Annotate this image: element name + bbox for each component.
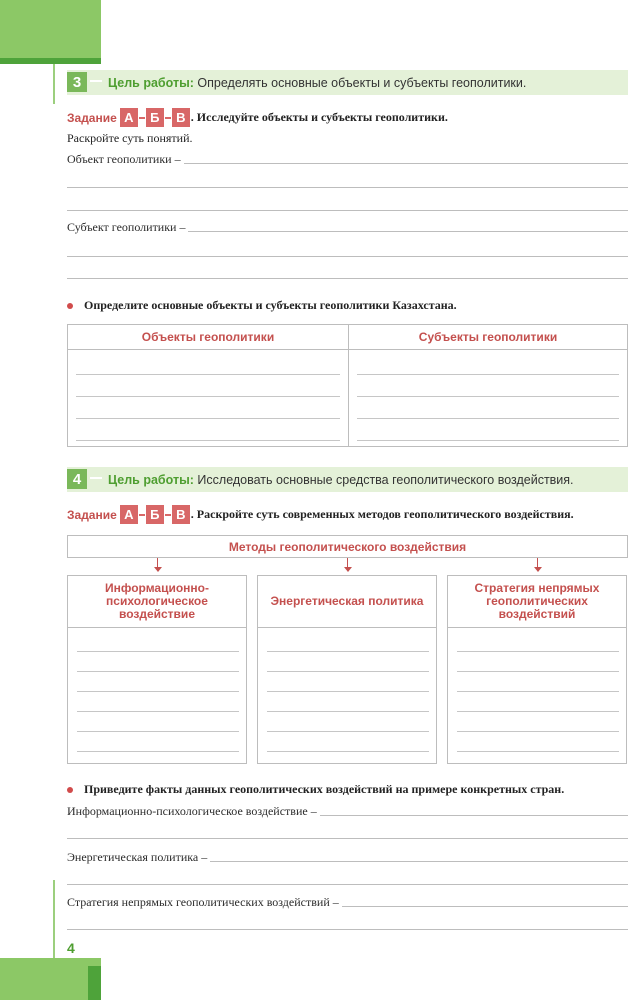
corner-decoration-bottom [0, 958, 101, 1000]
method-column-energy [257, 575, 437, 764]
level-connector [165, 514, 171, 516]
goal-tick-4 [90, 477, 102, 479]
answer-line[interactable] [67, 278, 628, 279]
answer-line[interactable] [76, 418, 340, 419]
subject-label: Субъект геополитики – [67, 220, 186, 234]
subjects-header: Субъекты геополитики [349, 325, 627, 350]
fact-label: Информационно-психологическое воздействие – [67, 804, 317, 818]
answer-line[interactable] [67, 210, 628, 211]
subjects-column [349, 325, 627, 446]
task-line-4 [67, 505, 574, 524]
object-definition-row [67, 152, 628, 167]
answer-line[interactable] [77, 751, 239, 752]
answer-line[interactable] [76, 396, 340, 397]
level-connector [139, 117, 145, 119]
corner-strip-top [0, 58, 101, 64]
method-column-indirect [447, 575, 627, 764]
arrow-down-icon [344, 567, 352, 572]
objects-subjects-table [67, 324, 628, 447]
goal-description: Исследовать основные средства геополитического воздействия. [197, 473, 574, 487]
answer-line[interactable] [67, 187, 628, 188]
answer-line[interactable] [457, 691, 619, 692]
level-badge-a: А [120, 505, 138, 524]
level-connector [139, 514, 145, 516]
goal-text-3 [108, 76, 526, 90]
answer-line[interactable] [67, 256, 628, 257]
answer-line[interactable] [210, 861, 628, 862]
instruction-text: Раскройте суть понятий. [67, 131, 193, 145]
level-badge-v: В [172, 108, 190, 127]
level-connector [165, 117, 171, 119]
level-badge-b: Б [146, 505, 164, 524]
answer-line[interactable] [67, 884, 628, 885]
answer-line[interactable] [77, 731, 239, 732]
answer-line[interactable] [342, 906, 628, 907]
bullet-text: Определите основные объекты и субъекты геополитики Казахстана. [84, 298, 457, 312]
answer-line[interactable] [67, 929, 628, 930]
answer-line[interactable] [77, 671, 239, 672]
task-label: Задание [67, 110, 117, 125]
bullet-task-3 [67, 298, 457, 313]
answer-line[interactable] [457, 711, 619, 712]
objects-header: Объекты геополитики [68, 325, 348, 350]
level-badge-v: В [172, 505, 190, 524]
answer-line[interactable] [267, 731, 429, 732]
arrow-down-icon [534, 567, 542, 572]
task-text: . Исследуйте объекты и субъекты геополитики. [190, 110, 448, 124]
bullet-task-4 [67, 782, 564, 797]
goal-label: Цель работы: [108, 76, 194, 90]
goal-description: Определять основные объекты и субъекты геополитики. [197, 76, 527, 90]
task-line-3 [67, 108, 448, 127]
answer-line[interactable] [457, 751, 619, 752]
level-badge-b: Б [146, 108, 164, 127]
task-label: Задание [67, 507, 117, 522]
answer-line[interactable] [188, 231, 628, 232]
method-column-info [67, 575, 247, 764]
goal-tick-3 [90, 80, 102, 82]
answer-line[interactable] [267, 691, 429, 692]
bullet-text: Приведите факты данных геополитических воздействий на примере конкретных стран. [84, 782, 565, 796]
answer-line[interactable] [77, 651, 239, 652]
answer-line[interactable] [76, 440, 340, 441]
answer-line[interactable] [357, 374, 619, 375]
answer-line[interactable] [320, 815, 628, 816]
answer-line[interactable] [357, 440, 619, 441]
answer-line[interactable] [67, 838, 628, 839]
answer-line[interactable] [357, 418, 619, 419]
fact-label: Энергетическая политика – [67, 850, 208, 864]
fact-row-indirect [67, 895, 628, 910]
answer-line[interactable] [184, 163, 628, 164]
level-badge-a: А [120, 108, 138, 127]
methods-title-box: Методы геополитического воздействия [67, 535, 628, 558]
goal-label: Цель работы: [108, 473, 194, 487]
answer-line[interactable] [267, 671, 429, 672]
method-header: Стратегия непрямых геополитических воздействий [448, 576, 626, 628]
answer-line[interactable] [267, 711, 429, 712]
answer-line[interactable] [267, 651, 429, 652]
answer-line[interactable] [77, 691, 239, 692]
answer-line[interactable] [267, 751, 429, 752]
answer-line[interactable] [457, 651, 619, 652]
fact-row-energy [67, 850, 628, 865]
corner-strip-bottom [88, 966, 101, 1000]
fact-label: Стратегия непрямых геополитических воздействий – [67, 895, 339, 909]
page-number: 4 [67, 940, 75, 956]
section-number-3: 3 [67, 72, 87, 92]
objects-column [68, 325, 348, 446]
task-text: . Раскройте суть современных методов геополитического воздействия. [190, 507, 574, 521]
margin-line-top [53, 64, 55, 104]
bullet-dot [67, 303, 73, 309]
corner-decoration-top [0, 0, 101, 58]
object-label: Объект геополитики – [67, 152, 181, 166]
margin-line-bottom [53, 880, 55, 958]
bullet-dot [67, 787, 73, 793]
answer-line[interactable] [76, 374, 340, 375]
method-header: Энергетическая политика [258, 576, 436, 628]
answer-line[interactable] [77, 711, 239, 712]
answer-line[interactable] [357, 396, 619, 397]
arrow-down-icon [154, 567, 162, 572]
subject-definition-row [67, 220, 628, 235]
section-number-4: 4 [67, 469, 87, 489]
goal-text-4 [108, 473, 574, 487]
answer-line[interactable] [457, 671, 619, 672]
method-header: Информационно-психологическое воздействие [68, 576, 246, 628]
fact-row-info [67, 804, 628, 819]
answer-line[interactable] [457, 731, 619, 732]
